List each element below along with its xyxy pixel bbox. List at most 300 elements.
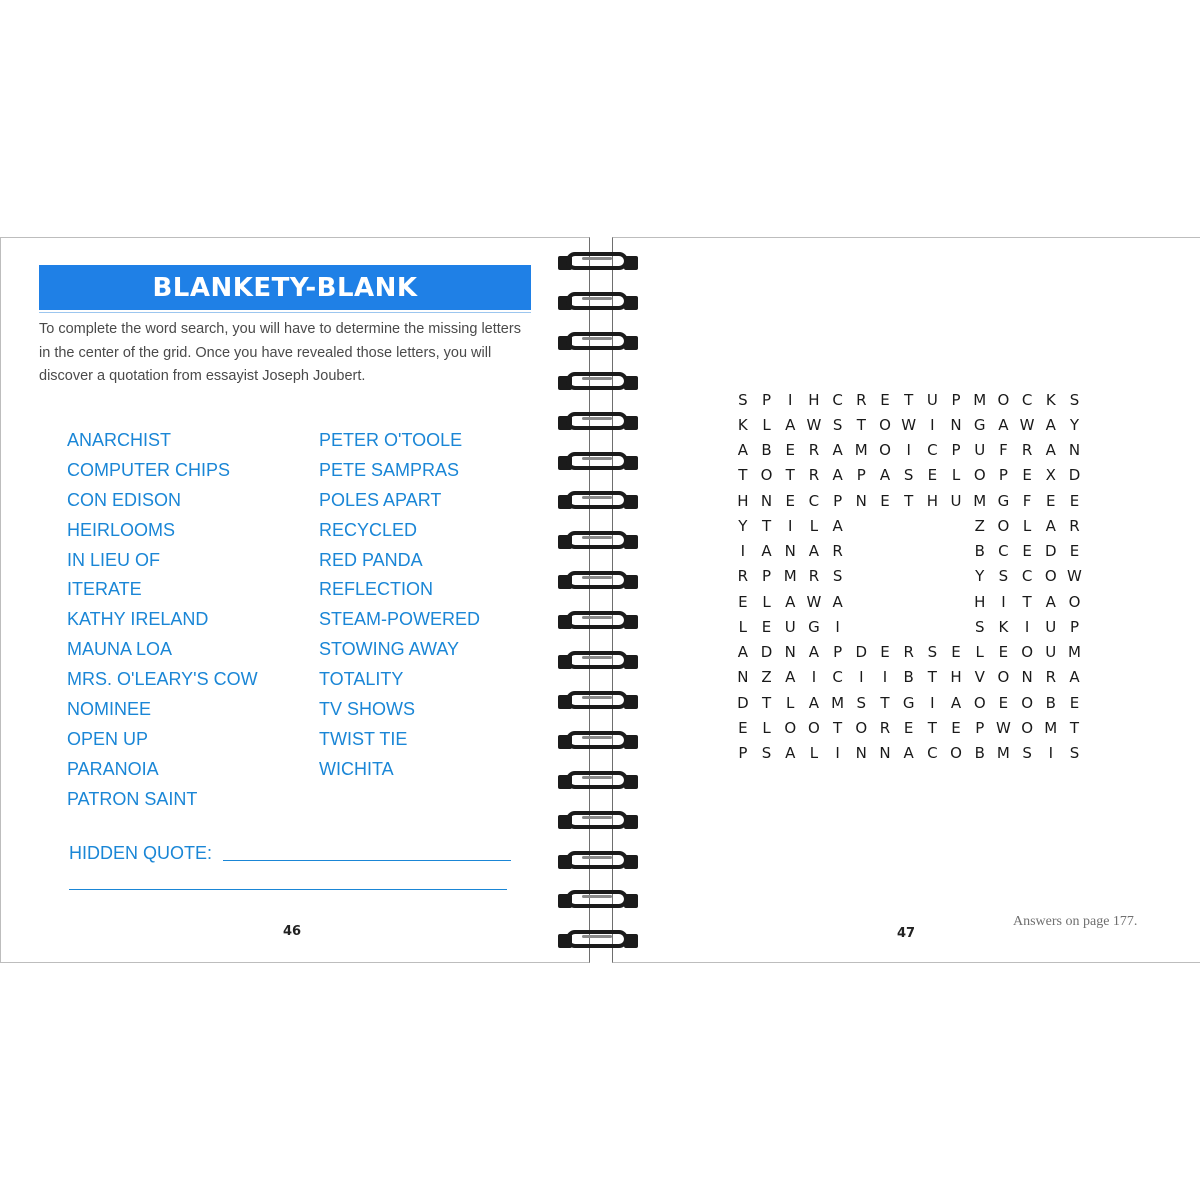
grid-cell[interactable]: A: [737, 441, 748, 460]
coil-end: [624, 815, 638, 829]
grid-cell[interactable]: B: [974, 542, 985, 561]
grid-cell[interactable]: S: [927, 643, 938, 662]
grid-cell[interactable]: I: [882, 668, 888, 687]
coil-loop: [566, 771, 628, 789]
spiral-coil: [558, 731, 638, 753]
grid-cell[interactable]: O: [808, 718, 820, 737]
grid-cell[interactable]: M: [854, 441, 868, 460]
grid-cell[interactable]: W: [1019, 415, 1035, 434]
title-divider: [39, 312, 531, 313]
grid-cell[interactable]: M: [973, 390, 987, 409]
grid-cell[interactable]: C: [1021, 390, 1033, 409]
grid-cell[interactable]: H: [808, 390, 820, 409]
grid-cell[interactable]: E: [785, 441, 795, 460]
grid-cell[interactable]: N: [1021, 668, 1033, 687]
coil-loop: [566, 412, 628, 430]
grid-row: [731, 387, 1093, 412]
instructions-text: To complete the word search, you will have to determine the missing letters in the center of the grid. Once you have revealed those letters, you will discover a quotation from essayist Joseph Joubert.: [39, 321, 521, 384]
grid-cell[interactable]: Z: [761, 668, 772, 687]
grid-cell[interactable]: R: [879, 718, 891, 737]
grid-cell[interactable]: S: [738, 390, 748, 409]
spiral-coil: [558, 851, 638, 873]
grid-cell[interactable]: O: [1068, 592, 1081, 611]
grid-cell[interactable]: I: [1048, 744, 1053, 763]
grid-cell[interactable]: O: [760, 466, 773, 485]
grid-cell[interactable]: T: [856, 415, 866, 434]
grid-cell[interactable]: L: [762, 415, 771, 434]
grid-cell[interactable]: R: [1045, 668, 1056, 687]
grid-cell-blank[interactable]: [849, 593, 873, 611]
grid-cell[interactable]: U: [926, 390, 938, 409]
grid-cell[interactable]: O: [1044, 567, 1057, 586]
hidden-quote-answer-line-1[interactable]: [223, 860, 511, 861]
spiral-coil: [558, 571, 638, 593]
grid-cell[interactable]: W: [806, 592, 822, 611]
grid-cell[interactable]: W: [1067, 567, 1082, 586]
grid-cell[interactable]: X: [1045, 466, 1056, 485]
grid-cell[interactable]: W: [901, 415, 917, 434]
grid-cell[interactable]: R: [1069, 516, 1080, 535]
grid-cell-blank[interactable]: [944, 542, 968, 560]
grid-cell[interactable]: P: [833, 491, 843, 510]
coil-highlight: [582, 576, 612, 579]
grid-cell[interactable]: Y: [975, 567, 985, 586]
coil-loop: [566, 811, 628, 829]
word-list-item: ITERATE: [67, 579, 142, 600]
grid-cell[interactable]: T: [1069, 718, 1080, 737]
coil-highlight: [582, 417, 612, 420]
grid-cell[interactable]: N: [760, 491, 773, 510]
grid-cell[interactable]: E: [880, 390, 890, 409]
grid-cell[interactable]: S: [1022, 744, 1032, 763]
grid-cell[interactable]: C: [808, 491, 820, 510]
grid-cell[interactable]: M: [973, 491, 987, 510]
grid-cell[interactable]: M: [1067, 643, 1081, 662]
grid-cell[interactable]: O: [879, 441, 891, 460]
grid-cell[interactable]: R: [832, 542, 843, 561]
grid-cell[interactable]: C: [1021, 567, 1033, 586]
coil-highlight: [582, 656, 612, 659]
grid-cell[interactable]: A: [808, 643, 820, 662]
spiral-coil: [558, 611, 638, 633]
grid-cell[interactable]: D: [737, 693, 749, 712]
grid-cell[interactable]: U: [784, 617, 796, 636]
grid-cell[interactable]: W: [995, 718, 1011, 737]
grid-cell[interactable]: S: [856, 693, 867, 712]
grid-cell[interactable]: O: [973, 466, 986, 485]
grid-cell[interactable]: N: [784, 542, 796, 561]
grid-cell[interactable]: E: [951, 643, 961, 662]
grid-cell[interactable]: L: [951, 466, 961, 485]
grid-cell[interactable]: S: [832, 567, 843, 586]
grid-cell[interactable]: E: [738, 592, 748, 611]
coil-end: [624, 456, 638, 470]
grid-cell-blank[interactable]: [873, 542, 897, 560]
grid-cell[interactable]: E: [927, 466, 938, 485]
grid-cell[interactable]: H: [737, 491, 749, 510]
grid-row: [731, 690, 1093, 715]
grid-cell[interactable]: A: [737, 643, 748, 662]
grid-cell[interactable]: K: [737, 415, 748, 434]
coil-loop: [566, 491, 628, 509]
grid-cell[interactable]: A: [808, 542, 820, 561]
grid-cell-blank[interactable]: [944, 593, 968, 611]
grid-cell[interactable]: R: [903, 643, 914, 662]
grid-cell[interactable]: A: [903, 744, 914, 763]
grid-cell-blank[interactable]: [944, 567, 968, 585]
word-list-item: MAUNA LOA: [67, 639, 173, 660]
grid-cell[interactable]: B: [761, 441, 772, 460]
coil-end: [624, 256, 638, 270]
grid-cell[interactable]: G: [997, 491, 1010, 510]
grid-row: [731, 463, 1093, 488]
grid-cell[interactable]: O: [950, 744, 962, 763]
grid-cell[interactable]: L: [975, 643, 984, 662]
grid-cell-blank[interactable]: [921, 567, 945, 585]
word-list-item: PARANOIA: [67, 758, 159, 779]
grid-cell[interactable]: Z: [974, 516, 985, 535]
grid-cell[interactable]: I: [930, 693, 935, 712]
grid-row: [731, 614, 1093, 639]
grid-cell[interactable]: N: [784, 643, 796, 662]
grid-cell[interactable]: I: [788, 516, 793, 535]
coil-highlight: [582, 457, 612, 460]
word-list-column-a: [67, 427, 258, 816]
grid-cell[interactable]: S: [1069, 744, 1080, 763]
grid-cell[interactable]: I: [788, 390, 793, 409]
grid-cell[interactable]: C: [927, 744, 938, 763]
grid-cell[interactable]: C: [927, 441, 938, 460]
grid-cell[interactable]: P: [833, 643, 843, 662]
grid-cell[interactable]: T: [833, 718, 843, 737]
word-list-item: STOWING AWAY: [319, 639, 460, 660]
grid-cell[interactable]: D: [760, 643, 773, 662]
grid-cell[interactable]: A: [785, 415, 796, 434]
grid-cell[interactable]: G: [808, 617, 820, 636]
grid-cell[interactable]: R: [737, 567, 749, 586]
grid-cell[interactable]: A: [808, 693, 820, 712]
grid-cell[interactable]: U: [974, 441, 986, 460]
grid-cell-blank[interactable]: [921, 593, 945, 611]
grid-cell[interactable]: A: [1045, 441, 1056, 460]
coil-loop: [566, 452, 628, 470]
spiral-coil: [558, 412, 638, 434]
grid-cell[interactable]: L: [1022, 516, 1032, 535]
grid-cell[interactable]: R: [808, 466, 820, 485]
grid-cell[interactable]: O: [997, 668, 1010, 687]
coil-end: [624, 376, 638, 390]
coil-loop: [566, 691, 628, 709]
grid-cell[interactable]: I: [859, 668, 864, 687]
spiral-coil: [558, 372, 638, 394]
grid-cell[interactable]: O: [855, 718, 868, 737]
grid-cell[interactable]: I: [1024, 617, 1030, 636]
grid-cell[interactable]: T: [738, 466, 748, 485]
grid-cell[interactable]: E: [951, 718, 961, 737]
grid-cell-blank[interactable]: [897, 542, 921, 560]
grid-cell[interactable]: K: [998, 617, 1009, 636]
grid-cell[interactable]: N: [950, 415, 962, 434]
grid-cell[interactable]: T: [1022, 592, 1032, 611]
grid-cell-blank[interactable]: [849, 517, 873, 535]
grid-row: [731, 564, 1093, 589]
spiral-coil: [558, 531, 638, 553]
grid-cell-blank[interactable]: [873, 517, 897, 535]
grid-cell[interactable]: O: [784, 718, 797, 737]
grid-cell[interactable]: S: [1069, 390, 1080, 409]
grid-cell[interactable]: E: [1069, 542, 1080, 561]
grid-cell[interactable]: I: [1001, 592, 1006, 611]
grid-cell-blank[interactable]: [873, 618, 897, 636]
grid-cell-blank[interactable]: [849, 542, 873, 560]
grid-cell[interactable]: A: [998, 415, 1009, 434]
grid-cell[interactable]: N: [855, 491, 867, 510]
coil-end: [624, 855, 638, 869]
spiral-coil: [558, 332, 638, 354]
grid-cell[interactable]: S: [998, 567, 1009, 586]
spiral-coil: [558, 890, 638, 912]
grid-cell-blank[interactable]: [897, 567, 921, 585]
grid-cell-blank[interactable]: [897, 517, 921, 535]
word-list-item: REFLECTION: [319, 579, 434, 600]
grid-cell[interactable]: E: [738, 718, 748, 737]
grid-cell[interactable]: P: [762, 390, 772, 409]
grid-cell-blank[interactable]: [921, 517, 945, 535]
grid-cell[interactable]: E: [1069, 491, 1080, 510]
word-list-item: NOMINEE: [67, 699, 152, 720]
grid-cell[interactable]: O: [1021, 693, 1033, 712]
grid-cell[interactable]: M: [831, 693, 845, 712]
coil-highlight: [582, 297, 612, 300]
grid-cell[interactable]: S: [832, 415, 843, 434]
coil-highlight: [582, 776, 612, 779]
grid-cell[interactable]: O: [1021, 718, 1033, 737]
grid-cell[interactable]: U: [950, 491, 962, 510]
grid-cell[interactable]: M: [996, 744, 1010, 763]
grid-cell[interactable]: T: [761, 516, 772, 535]
grid-cell[interactable]: T: [904, 390, 914, 409]
grid-cell-blank[interactable]: [873, 593, 897, 611]
grid-cell[interactable]: L: [738, 617, 748, 636]
grid-cell[interactable]: I: [740, 542, 746, 561]
grid-cell[interactable]: P: [951, 441, 961, 460]
word-list-item: RECYCLED: [319, 519, 418, 540]
grid-cell[interactable]: P: [762, 567, 772, 586]
grid-cell[interactable]: T: [785, 466, 795, 485]
grid-cell[interactable]: I: [906, 441, 911, 460]
grid-cell-blank[interactable]: [873, 567, 897, 585]
grid-cell[interactable]: M: [1044, 718, 1058, 737]
grid-cell[interactable]: T: [761, 693, 772, 712]
grid-cell[interactable]: I: [835, 617, 840, 636]
grid-cell-blank[interactable]: [897, 593, 921, 611]
grid-cell[interactable]: S: [761, 744, 772, 763]
coil-loop: [566, 571, 628, 589]
hidden-quote-answer-line-2[interactable]: [69, 889, 507, 890]
grid-cell[interactable]: K: [1045, 390, 1056, 409]
grid-cell[interactable]: A: [832, 516, 843, 535]
grid-cell[interactable]: A: [785, 668, 796, 687]
grid-cell[interactable]: O: [997, 516, 1010, 535]
grid-cell[interactable]: S: [974, 617, 985, 636]
grid-cell-blank[interactable]: [849, 618, 873, 636]
grid-cell[interactable]: A: [832, 466, 843, 485]
grid-cell[interactable]: Y: [738, 516, 748, 535]
grid-cell[interactable]: R: [808, 441, 820, 460]
grid-cell[interactable]: U: [1045, 617, 1057, 636]
coil-end: [624, 934, 638, 948]
grid-cell[interactable]: E: [998, 643, 1009, 662]
grid-cell[interactable]: P: [975, 718, 985, 737]
grid-cell[interactable]: N: [1068, 441, 1081, 460]
grid-cell[interactable]: A: [1045, 415, 1056, 434]
grid-cell-blank[interactable]: [944, 517, 968, 535]
grid-cell[interactable]: E: [880, 491, 890, 510]
coil-end: [624, 695, 638, 709]
spiral-coil: [558, 811, 638, 833]
grid-cell[interactable]: L: [762, 592, 771, 611]
grid-cell[interactable]: A: [832, 592, 843, 611]
grid-cell[interactable]: U: [1045, 643, 1057, 662]
word-list-item: COMPUTER CHIPS: [67, 459, 231, 480]
grid-cell[interactable]: P: [998, 466, 1008, 485]
grid-cell[interactable]: H: [974, 592, 986, 611]
grid-cell[interactable]: T: [927, 668, 937, 687]
grid-cell[interactable]: E: [1022, 466, 1032, 485]
grid-cell[interactable]: A: [879, 466, 891, 485]
grid-cell[interactable]: L: [762, 718, 771, 737]
grid-cell[interactable]: E: [998, 693, 1009, 712]
grid-cell[interactable]: N: [737, 668, 749, 687]
grid-cell[interactable]: G: [902, 693, 915, 712]
grid-cell[interactable]: I: [835, 744, 840, 763]
coil-loop: [566, 731, 628, 749]
grid-cell[interactable]: R: [808, 567, 820, 586]
right-page: [612, 237, 1200, 963]
grid-cell[interactable]: D: [1068, 466, 1081, 485]
coil-highlight: [582, 816, 612, 819]
grid-cell[interactable]: A: [950, 693, 962, 712]
grid-cell[interactable]: W: [806, 415, 822, 434]
grid-cell[interactable]: Y: [1069, 415, 1080, 434]
grid-cell[interactable]: C: [832, 668, 843, 687]
grid-cell[interactable]: A: [1045, 516, 1056, 535]
spiral-coil: [558, 930, 638, 952]
coil-loop: [566, 851, 628, 869]
grid-cell[interactable]: H: [950, 668, 962, 687]
grid-cell-blank[interactable]: [921, 542, 945, 560]
grid-cell[interactable]: A: [785, 744, 796, 763]
coil-loop: [566, 651, 628, 669]
grid-cell[interactable]: B: [974, 744, 985, 763]
grid-cell[interactable]: M: [783, 567, 797, 586]
grid-cell[interactable]: G: [973, 415, 986, 434]
grid-cell[interactable]: R: [1021, 441, 1033, 460]
grid-cell[interactable]: E: [880, 643, 890, 662]
grid-cell[interactable]: D: [855, 643, 868, 662]
grid-cell[interactable]: N: [855, 744, 867, 763]
coil-loop: [566, 531, 628, 549]
coil-highlight: [582, 616, 612, 619]
grid-cell[interactable]: O: [973, 693, 986, 712]
grid-cell[interactable]: I: [811, 668, 817, 687]
grid-cell-blank[interactable]: [849, 567, 873, 585]
spiral-coil: [558, 452, 638, 474]
grid-cell[interactable]: B: [903, 668, 914, 687]
grid-cell[interactable]: P: [856, 466, 866, 485]
grid-row: [731, 412, 1093, 437]
word-list-item: MRS. O'LEARY'S COW: [67, 669, 258, 690]
coil-end: [624, 575, 638, 589]
coil-highlight: [582, 337, 612, 340]
coil-end: [624, 495, 638, 509]
grid-cell[interactable]: E: [1069, 693, 1080, 712]
coil-highlight: [582, 257, 612, 260]
grid-cell[interactable]: E: [903, 718, 914, 737]
grid-cell[interactable]: C: [832, 390, 843, 409]
coil-loop: [566, 611, 628, 629]
word-list-item: WICHITA: [319, 758, 394, 779]
grid-cell[interactable]: D: [1045, 542, 1057, 561]
coil-loop: [566, 372, 628, 390]
coil-highlight: [582, 895, 612, 898]
grid-cell[interactable]: P: [951, 390, 961, 409]
grid-cell-blank[interactable]: [921, 618, 945, 636]
grid-cell[interactable]: R: [856, 390, 867, 409]
spiral-coil: [558, 771, 638, 793]
grid-cell[interactable]: L: [786, 693, 795, 712]
grid-cell[interactable]: P: [738, 744, 748, 763]
hidden-quote-label: HIDDEN QUOTE:: [69, 843, 213, 863]
word-list-item: TOTALITY: [319, 669, 404, 690]
grid-cell[interactable]: A: [1069, 668, 1080, 687]
grid-cell[interactable]: A: [832, 441, 843, 460]
grid-cell[interactable]: L: [809, 744, 819, 763]
grid-cell[interactable]: E: [1022, 542, 1032, 561]
grid-cell[interactable]: C: [998, 542, 1009, 561]
grid-cell[interactable]: B: [1045, 693, 1056, 712]
grid-cell[interactable]: E: [761, 617, 772, 636]
grid-cell[interactable]: T: [880, 693, 890, 712]
grid-cell[interactable]: E: [785, 491, 795, 510]
grid-cell[interactable]: T: [904, 491, 914, 510]
word-list-item: KATHY IRELAND: [67, 609, 209, 630]
word-list-item: RED PANDA: [319, 549, 423, 570]
grid-cell[interactable]: F: [1022, 491, 1032, 510]
grid-cell[interactable]: A: [785, 592, 796, 611]
grid-cell[interactable]: O: [1021, 643, 1033, 662]
grid-cell[interactable]: E: [1046, 491, 1056, 510]
grid-cell-blank[interactable]: [944, 618, 968, 636]
grid-cell[interactable]: N: [879, 744, 891, 763]
grid-cell[interactable]: I: [930, 415, 935, 434]
grid-cell[interactable]: O: [879, 415, 891, 434]
coil-highlight: [582, 696, 612, 699]
grid-row: [731, 715, 1093, 740]
coil-highlight: [582, 935, 612, 938]
grid-cell[interactable]: V: [974, 668, 985, 687]
grid-cell-blank[interactable]: [897, 618, 921, 636]
grid-cell[interactable]: H: [926, 491, 938, 510]
grid-cell[interactable]: A: [1045, 592, 1056, 611]
grid-cell[interactable]: F: [999, 441, 1008, 460]
grid-cell[interactable]: P: [1069, 617, 1079, 636]
grid-cell[interactable]: S: [903, 466, 914, 485]
grid-cell[interactable]: T: [927, 718, 937, 737]
grid-cell[interactable]: A: [761, 542, 772, 561]
grid-cell[interactable]: O: [997, 390, 1010, 409]
grid-cell[interactable]: L: [809, 516, 819, 535]
